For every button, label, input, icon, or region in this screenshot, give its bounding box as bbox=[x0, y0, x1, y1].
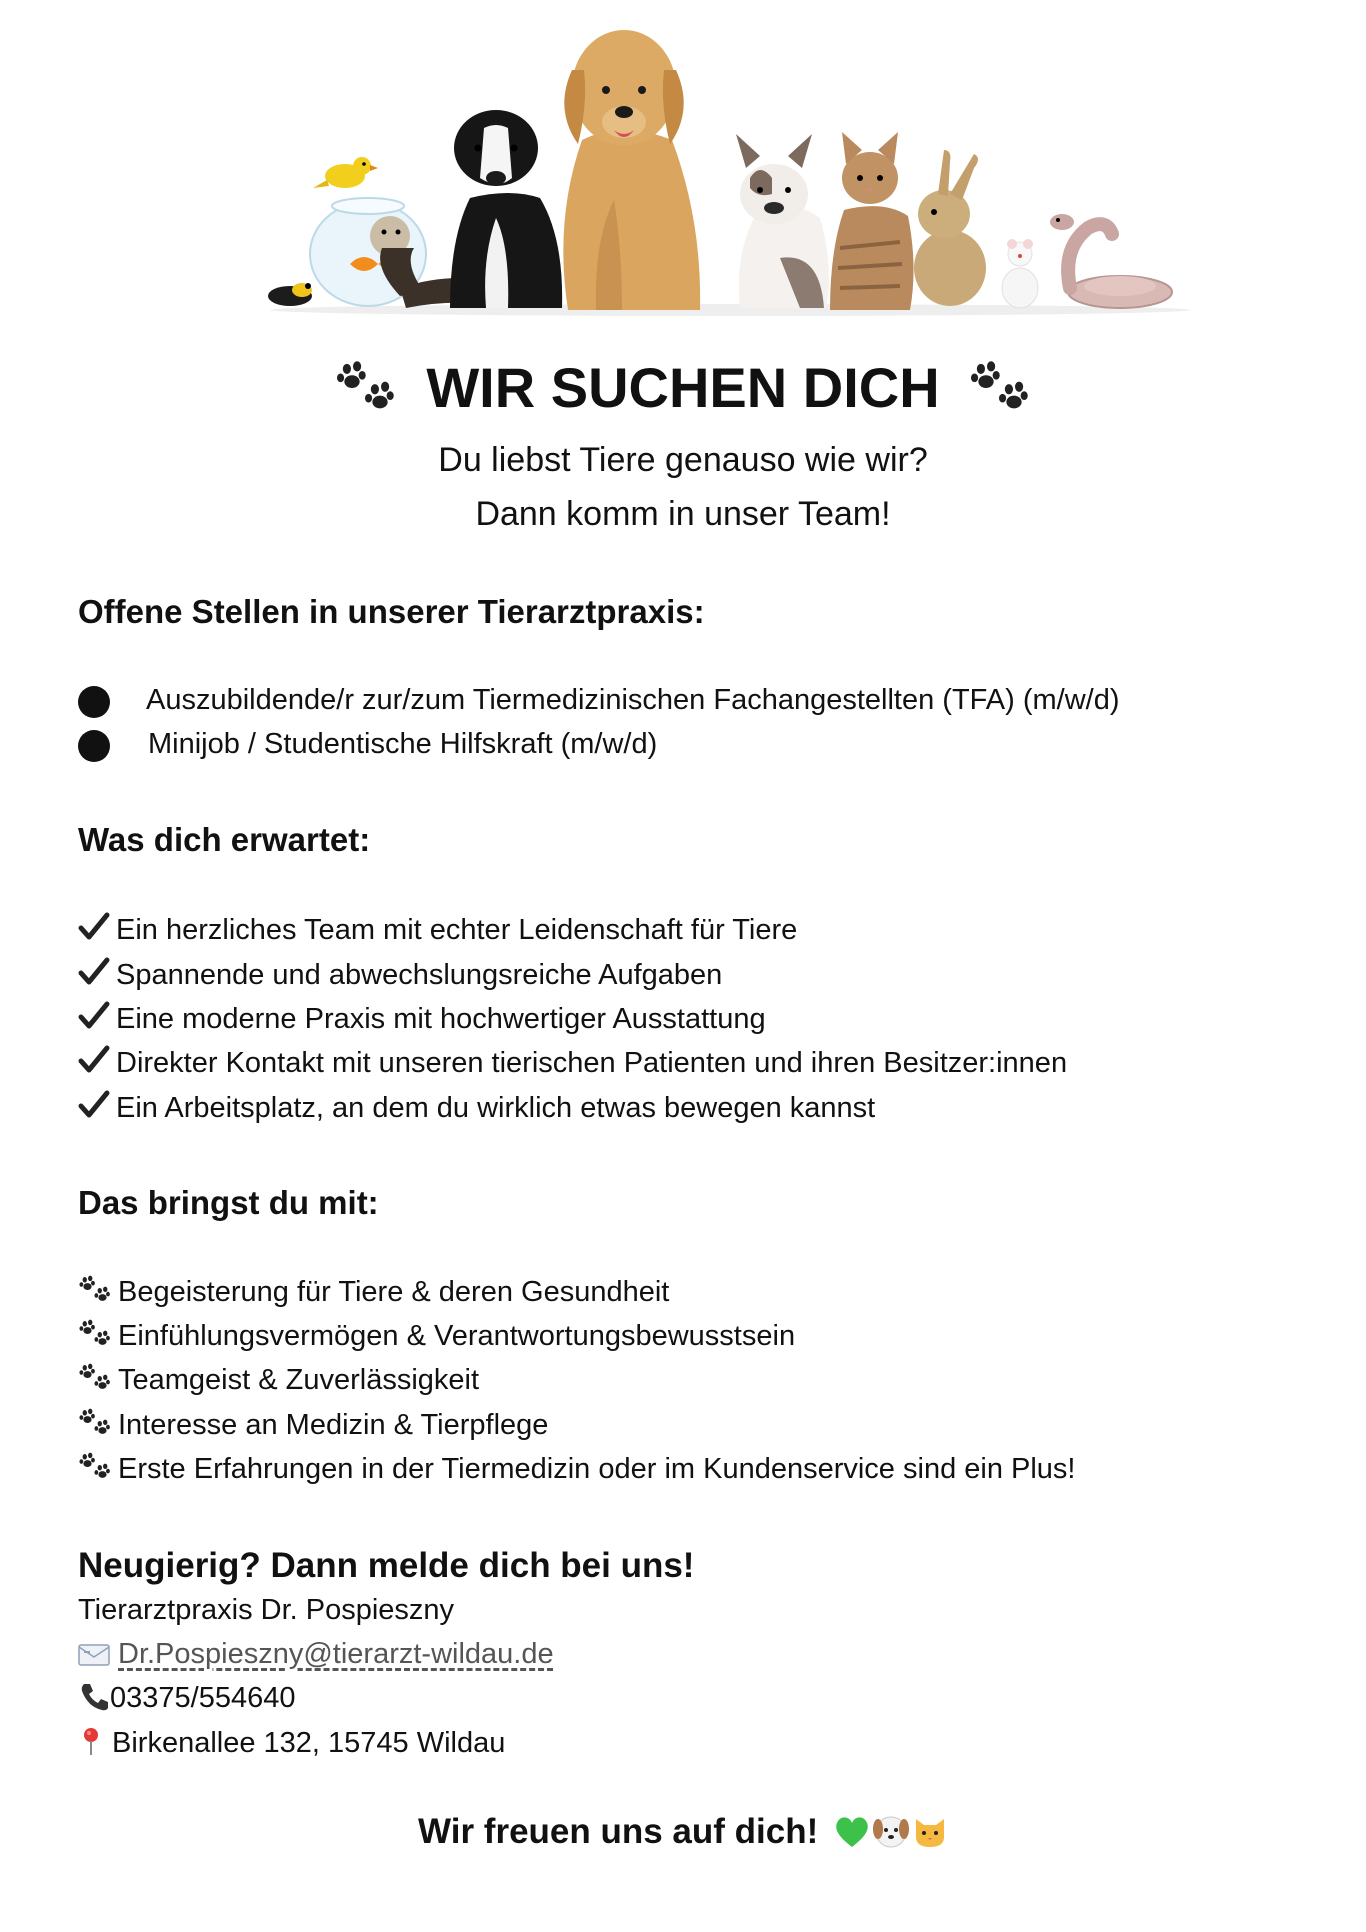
address-text: Birkenallee 132, 15745 Wildau bbox=[112, 1727, 506, 1759]
mouse-icon bbox=[1002, 239, 1038, 308]
round-pushpin-icon bbox=[78, 1726, 104, 1756]
requirement-text: Einfühlungsvermögen & Verantwortungsbewusstsein bbox=[118, 1320, 796, 1352]
email-link[interactable]: Dr.Pospieszny@tierarzt-wildau.de bbox=[118, 1638, 554, 1670]
benefit-text: Eine moderne Praxis mit hochwertiger Ausstattung bbox=[116, 1003, 766, 1035]
dog-icon bbox=[563, 30, 700, 310]
address-row bbox=[78, 1725, 505, 1761]
check-mark-icon bbox=[78, 1089, 110, 1121]
subline-question: Du liebst Tiere genauso wie wir? bbox=[438, 441, 928, 479]
contact-heading: Neugierig? Dann melde dich bei uns! bbox=[78, 1546, 695, 1585]
check-mark-icon bbox=[78, 1044, 110, 1076]
frog-icon bbox=[268, 283, 312, 306]
cat-face-icon bbox=[912, 1813, 948, 1849]
paw-prints-icon bbox=[78, 1275, 112, 1305]
check-mark-icon bbox=[78, 911, 110, 943]
list-item bbox=[78, 1000, 766, 1037]
requirement-text: Erste Erfahrungen in der Tiermedizin oder im Kundenservice sind ein Plus! bbox=[118, 1453, 1076, 1485]
list-item bbox=[78, 911, 797, 948]
list-item bbox=[78, 1089, 875, 1126]
paw-prints-icon bbox=[969, 360, 1031, 416]
headline-text: WIR SUCHEN DICH bbox=[426, 356, 940, 420]
green-heart-icon bbox=[834, 1815, 870, 1849]
expect-heading: Was dich erwartet: bbox=[78, 821, 371, 858]
job-title: Auszubildende/r zur/zum Tiermedizinischen Fachangestellten (TFA) (m/w/d) bbox=[146, 684, 1120, 716]
benefit-text: Direkter Kontakt mit unseren tierischen Patienten und ihren Besitzer:innen bbox=[116, 1047, 1068, 1079]
bulldog-icon bbox=[736, 134, 829, 308]
list-item bbox=[78, 1318, 795, 1354]
list-item bbox=[78, 956, 722, 993]
closing-text: Wir freuen uns auf dich! bbox=[418, 1812, 819, 1851]
practice-name: Tierarztpraxis Dr. Pospieszny bbox=[78, 1594, 455, 1626]
rabbit-icon bbox=[914, 150, 986, 306]
benefit-text: Ein herzliches Team mit echter Leidenschaft für Tiere bbox=[116, 914, 798, 946]
list-item bbox=[78, 1451, 1075, 1487]
job-title: Minijob / Studentische Hilfskraft (m/w/d) bbox=[148, 728, 658, 760]
list-item bbox=[78, 1362, 479, 1398]
paw-prints-icon bbox=[335, 360, 397, 416]
headline bbox=[0, 352, 1366, 420]
dog-face-icon bbox=[872, 1813, 910, 1849]
list-item bbox=[78, 1274, 669, 1310]
bird-icon bbox=[313, 157, 378, 188]
subline-invite: Dann komm in unser Team! bbox=[475, 495, 891, 533]
requirement-text: Interesse an Medizin & Tierpflege bbox=[118, 1409, 549, 1441]
list-item bbox=[78, 1044, 1067, 1081]
check-mark-icon bbox=[78, 1000, 110, 1032]
paw-prints-icon bbox=[78, 1408, 112, 1438]
black-circle-icon bbox=[78, 730, 110, 762]
benefit-text: Spannende und abwechslungsreiche Aufgaben bbox=[116, 959, 723, 991]
paw-prints-icon bbox=[78, 1452, 112, 1482]
jobs-heading: Offene Stellen in unserer Tierarztpraxis: bbox=[78, 593, 705, 630]
benefit-text: Ein Arbeitsplatz, an dem du wirklich etwas bewegen kannst bbox=[116, 1092, 876, 1124]
requirement-text: Begeisterung für Tiere & deren Gesundheit bbox=[118, 1276, 670, 1308]
requirements-heading: Das bringst du mit: bbox=[78, 1184, 379, 1221]
paw-prints-icon bbox=[78, 1363, 112, 1393]
puppy-icon bbox=[450, 110, 562, 308]
envelope-icon bbox=[78, 1643, 110, 1667]
black-circle-icon bbox=[78, 686, 110, 718]
closing-line bbox=[0, 1810, 1366, 1854]
pets-group-illustration bbox=[250, 18, 1210, 318]
telephone-icon bbox=[78, 1681, 108, 1711]
paw-prints-icon bbox=[78, 1319, 112, 1349]
phone-number: 03375/554640 bbox=[110, 1682, 296, 1714]
requirement-text: Teamgeist & Zuverlässigkeit bbox=[118, 1364, 480, 1396]
snake-icon bbox=[1050, 214, 1172, 308]
check-mark-icon bbox=[78, 956, 110, 988]
cat-icon bbox=[830, 132, 914, 310]
phone-row bbox=[78, 1680, 295, 1716]
list-item bbox=[78, 1407, 548, 1443]
email-row bbox=[78, 1636, 554, 1672]
